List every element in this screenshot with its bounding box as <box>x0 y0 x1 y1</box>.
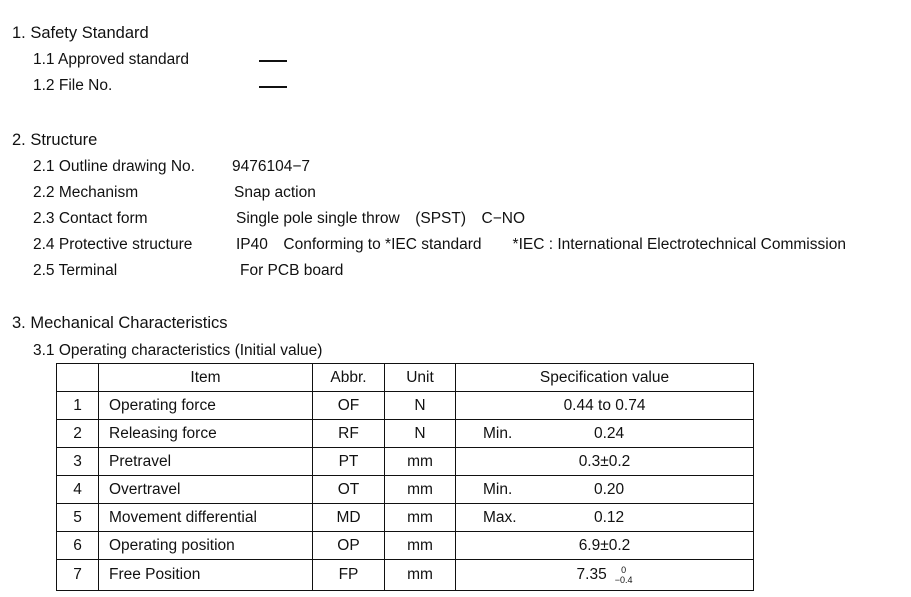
row-no: 1 <box>57 392 99 420</box>
table-row <box>57 476 754 504</box>
spec-value: 0.20 <box>594 480 625 498</box>
header-item: Item <box>99 364 313 392</box>
row-item: Free Position <box>99 560 313 591</box>
tolerance <box>615 565 633 585</box>
spec-value: 0.12 <box>594 508 625 526</box>
table-row <box>57 420 754 448</box>
row-spec <box>456 448 754 476</box>
outline-drawing-value: 9476104−7 <box>232 158 311 175</box>
table-row <box>57 532 754 560</box>
protective-structure-value: IP40 Conforming to *IEC standard *IEC : International Electrotechnical Commission <box>236 236 846 253</box>
row-unit: mm <box>385 560 456 591</box>
table-row <box>57 504 754 532</box>
row-no: 5 <box>57 504 99 532</box>
section-3-title: 3. Mechanical Characteristics <box>12 314 228 332</box>
contact-form-value: Single pole single throw (SPST) C−NO <box>236 210 526 227</box>
row-spec <box>456 504 754 532</box>
row-abbr: FP <box>313 560 385 591</box>
row-no: 6 <box>57 532 99 560</box>
file-no-label: 1.2 File No. <box>33 77 113 94</box>
spec-value: 0.3±0.2 <box>578 452 631 470</box>
spec-table <box>56 363 754 591</box>
row-spec <box>456 392 754 420</box>
table-header-row <box>57 364 754 392</box>
header-no <box>57 364 99 392</box>
file-no-value <box>259 86 287 88</box>
protective-structure-label: 2.4 Protective structure <box>33 236 193 253</box>
row-no: 7 <box>57 560 99 591</box>
row-unit: mm <box>385 532 456 560</box>
spec-qualifier: Min. <box>483 480 513 498</box>
table-row <box>57 448 754 476</box>
header-spec: Specification value <box>456 364 754 392</box>
row-no: 4 <box>57 476 99 504</box>
spec-value: 0.24 <box>594 424 625 442</box>
header-abbr: Abbr. <box>313 364 385 392</box>
row-unit: mm <box>385 448 456 476</box>
table-row <box>57 560 754 591</box>
row-abbr: OF <box>313 392 385 420</box>
row-abbr: PT <box>313 448 385 476</box>
row-item: Pretravel <box>99 448 313 476</box>
row-unit: N <box>385 420 456 448</box>
row-no: 2 <box>57 420 99 448</box>
section-1-title: 1. Safety Standard <box>12 24 149 42</box>
spec-value-group <box>456 565 753 585</box>
contact-form-label: 2.3 Contact form <box>33 210 148 227</box>
header-unit: Unit <box>385 364 456 392</box>
row-item: Movement differential <box>99 504 313 532</box>
row-unit: mm <box>385 504 456 532</box>
table-row <box>57 392 754 420</box>
spec-qualifier: Min. <box>483 424 513 442</box>
row-abbr: RF <box>313 420 385 448</box>
row-item: Overtravel <box>99 476 313 504</box>
mechanism-label: 2.2 Mechanism <box>33 184 139 201</box>
row-spec <box>456 560 754 591</box>
row-abbr: OT <box>313 476 385 504</box>
row-item: Operating position <box>99 532 313 560</box>
approved-standard-label: 1.1 Approved standard <box>33 51 189 68</box>
outline-drawing-label: 2.1 Outline drawing No. <box>33 158 195 175</box>
terminal-value: For PCB board <box>240 262 344 279</box>
row-abbr: MD <box>313 504 385 532</box>
row-item: Operating force <box>99 392 313 420</box>
mechanism-value: Snap action <box>234 184 316 201</box>
spec-value: 0.44 to 0.74 <box>563 396 646 414</box>
tolerance-lower: −0.4 <box>614 575 633 585</box>
row-spec <box>456 420 754 448</box>
approved-standard-value <box>259 60 287 62</box>
spec-qualifier: Max. <box>483 508 517 526</box>
operating-characteristics-subtitle: 3.1 Operating characteristics (Initial value) <box>33 342 323 359</box>
row-abbr: OP <box>313 532 385 560</box>
row-unit: mm <box>385 476 456 504</box>
row-unit: N <box>385 392 456 420</box>
row-item: Releasing force <box>99 420 313 448</box>
row-spec <box>456 476 754 504</box>
tolerance-upper: 0 <box>621 565 627 575</box>
spec-value: 7.35 <box>576 566 607 584</box>
section-2-title: 2. Structure <box>12 131 98 149</box>
row-no: 3 <box>57 448 99 476</box>
spec-value: 6.9±0.2 <box>578 536 631 554</box>
terminal-label: 2.5 Terminal <box>33 262 118 279</box>
row-spec <box>456 532 754 560</box>
